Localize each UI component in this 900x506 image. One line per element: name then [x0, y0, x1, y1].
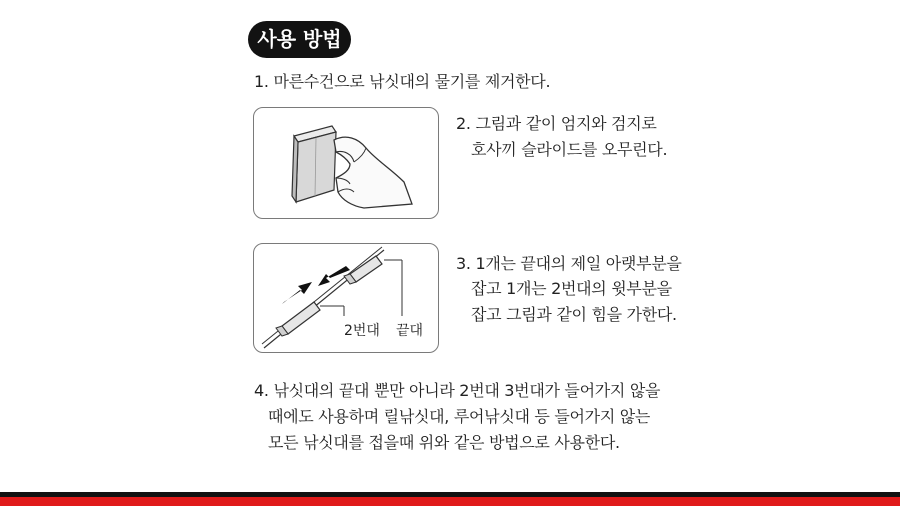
step-4-line-1: 4. 낚싯대의 끝대 뿐만 아니라 2번대 3번대가 들어가지 않을 — [254, 381, 661, 400]
step-3-line-3: 잡고 그림과 같이 힘을 가한다. — [471, 305, 677, 324]
step-2-line-1: 2. 그림과 같이 엄지와 검지로 — [456, 114, 657, 133]
figure-hand-squeeze — [253, 107, 439, 219]
footer-accent-bar — [0, 497, 900, 506]
step-2-line-2: 호사끼 슬라이드를 오무린다. — [471, 140, 668, 159]
step-4-line-3: 모든 낚싯대를 접을때 위와 같은 방법으로 사용한다. — [268, 433, 620, 452]
figure-rod-sections — [253, 243, 439, 353]
hand-squeeze-illustration — [254, 108, 438, 218]
section-heading: 사용 방법 — [248, 21, 351, 58]
step-3-line-1: 3. 1개는 끝대의 제일 아랫부분을 — [456, 254, 682, 273]
step-4-line-2: 때에도 사용하며 릴낚싯대, 루어낚싯대 등 들어가지 않는 — [268, 407, 651, 426]
label-tip-section: 끝대 — [396, 323, 424, 339]
step-3-line-2: 잡고 1개는 2번대의 윗부분을 — [471, 279, 672, 298]
label-second-section: 2번대 — [344, 323, 380, 339]
step-1-text: 1. 마른수건으로 낚싯대의 물기를 제거한다. — [254, 72, 551, 91]
